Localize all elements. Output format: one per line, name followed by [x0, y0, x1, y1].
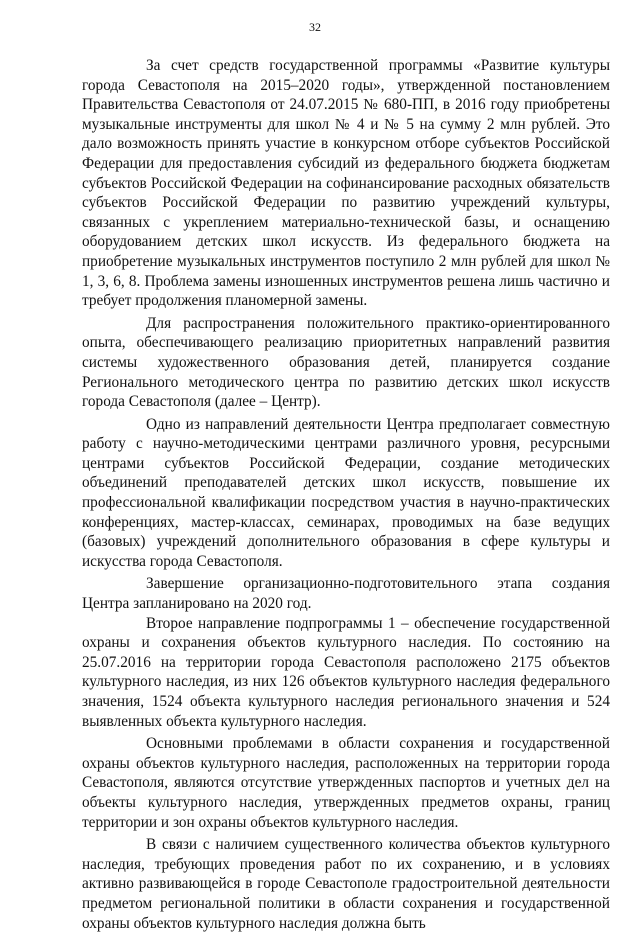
paragraph-main-problems: Основными проблемами в области сохранения и государственной охраны объектов культурного наследия, расположенных на территории города Севастополя, являются отсутствие утвержденных паспортов и учетных дел на объекты культурного наследия, утвержденных предметов охраны, границ территории и зон охраны объектов культурного наследия.: [82, 735, 610, 831]
paragraph-center-completion: Завершение организационно-подготовительного этапа создания Центра запланировано на 2020 год.: [82, 575, 610, 613]
paragraph-music-instruments: За счет средств государственной программы «Развитие культуры города Севастополя на 2015–2020 годы», утвержденной постановлением Правительства Севастополя от 24.07.2015 № 680-ПП, в 2016 году приобретены музыкальные инструменты для школ № 4 и № 5 на сумму 2 млн рублей. Это дало возможность принять участие в конкурсном отборе субъектов Российской Федерации для предоставления субсидий из федерального бюджета бюджетам субъектов Российской Федерации на софинансирование расходных обязательств субъектов Российской Федерации по развитию учреждений культуры, связанных с укреплением материально-технической базы, и оснащению оборудованием детских школ искусств. Из федерального бюджета на приобретение музыкальных инструментов поступило 2 млн рублей для школ № 1, 3, 6, 8. Проблема замены изношенных инструментов решена лишь частично и требует продолжения планомерной замены.: [82, 57, 610, 310]
paragraph-heritage-policy: В связи с наличием существенного количества объектов культурного наследия, требующих проведения работ по их сохранению, и в условиях активно развивающейся в городе Севастополе градостроительной деятельности предметом региональной политики в области сохранения и государственной охраны объектов культурного наследия должна быть: [82, 836, 610, 932]
page-number: 32: [309, 20, 321, 34]
document-body: [82, 56, 610, 936]
paragraph-second-direction: Второе направление подпрограммы 1 – обеспечение государственной охраны и сохранения объектов культурного наследия. По состоянию на 25.07.2016 на территории города Севастополя расположено 2175 объектов культурного наследия, из них 126 объектов культурного наследия федерального значения, 1524 объекта культурного наследия регионального значения и 524 выявленных объекта культурного наследия.: [82, 614, 610, 730]
paragraph-methodical-center: Для распространения положительного практико-ориентированного опыта, обеспечивающего реализацию приоритетных направлений развития системы художественного образования детей, планируется создание Регионального методического центра по развитию детских школ искусств города Севастополя (далее – Центр).: [82, 314, 610, 411]
paragraph-center-activities: Одно из направлений деятельности Центра предполагает совместную работу с научно-методическими центрами различного уровня, ресурсными центрами субъектов Российской Федерации, создание методических объединений преподавателей детских школ искусств, повышение их профессиональной квалификации посредством участия в научно-практических конференциях, мастер-классах, семинарах, проводимых на базе ведущих (базовых) учреждений дополнительного образования в сфере культуры и искусства города Севастополя.: [82, 415, 610, 570]
